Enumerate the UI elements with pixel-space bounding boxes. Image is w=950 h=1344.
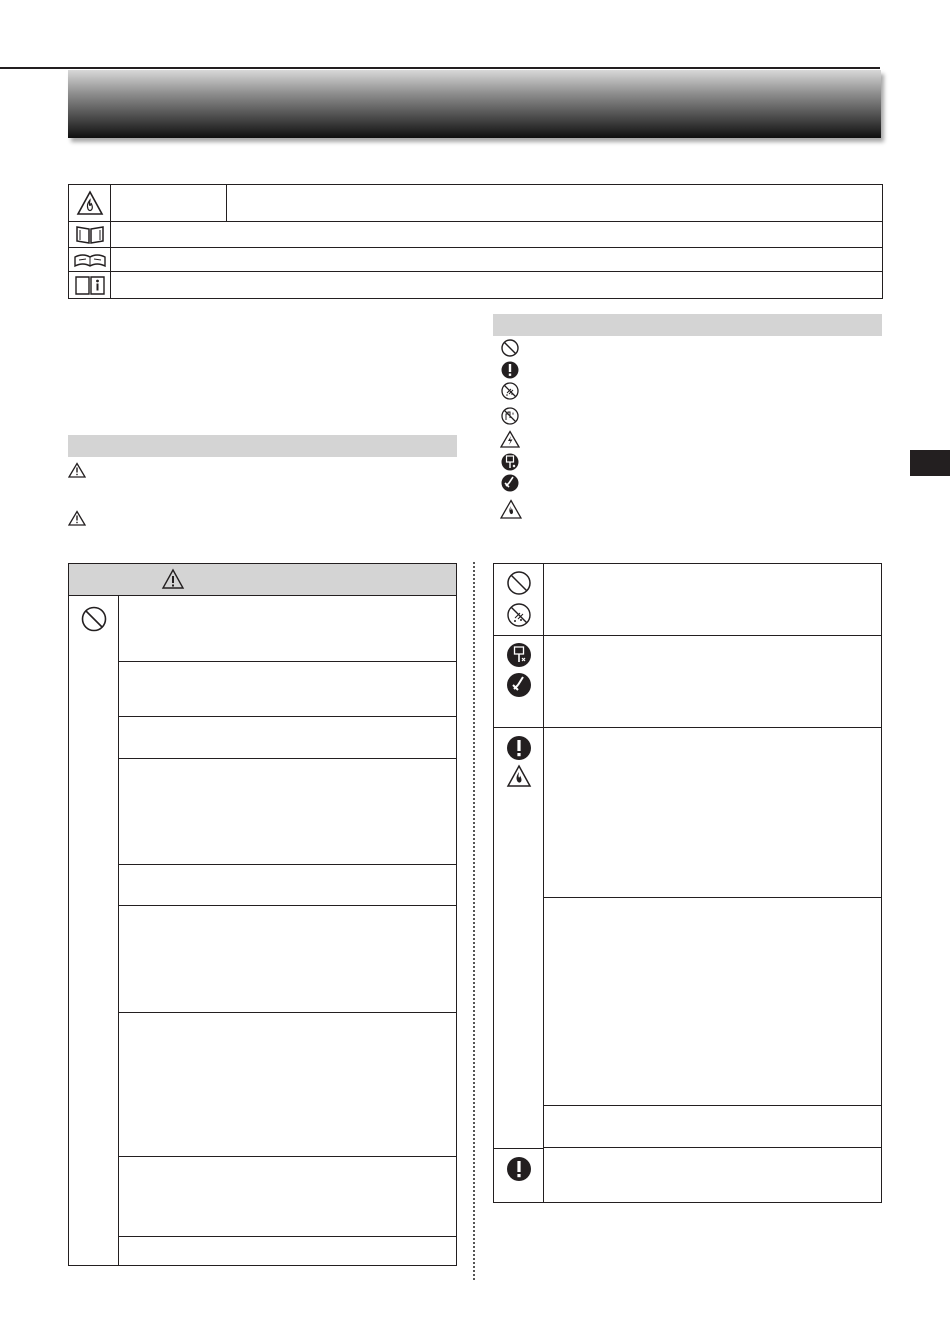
warning-table-header (69, 564, 456, 596)
warning-row (119, 759, 456, 865)
mandatory-icon (500, 360, 528, 380)
warning-level-item (68, 510, 94, 526)
book-icon (69, 222, 111, 247)
legend-item (500, 430, 528, 448)
right-section-text (544, 898, 881, 1106)
warning-levels-header (68, 435, 457, 457)
right-caution-table (493, 563, 882, 1203)
section-rule (494, 1148, 544, 1149)
flammable-icon (506, 764, 532, 788)
symbols-row-flammable (69, 185, 882, 222)
legend-item (500, 338, 528, 358)
legend-item (500, 381, 528, 401)
flammable-icon (500, 499, 530, 519)
warning-row (119, 865, 456, 906)
symbols-term (111, 185, 227, 221)
warning-row (119, 1237, 456, 1265)
warning-levels-list (68, 462, 457, 532)
warning-level-item (68, 462, 94, 478)
no-water-icon (506, 602, 532, 628)
prohibited-icon (80, 605, 108, 633)
ground-icon (506, 672, 532, 698)
flammable-warning-icon (69, 185, 111, 221)
page-banner (68, 70, 881, 138)
warning-row (119, 1157, 456, 1237)
section-rule (494, 635, 881, 636)
warning-triangle-icon (68, 462, 94, 478)
warning-row (119, 717, 456, 759)
prohibited-icon (500, 338, 528, 358)
symbols-row-info (69, 272, 882, 298)
section-tab (910, 450, 950, 476)
top-rule (0, 67, 880, 69)
legend-item (500, 473, 528, 493)
symbol-legend (500, 338, 882, 523)
intro-text (68, 314, 456, 424)
symbols-row-open-manual (69, 248, 882, 272)
warning-table (68, 563, 457, 1266)
warning-row (119, 596, 456, 662)
legend-item (500, 360, 528, 380)
no-water-icon (500, 381, 528, 401)
warning-row (119, 906, 456, 1013)
warning-row (119, 662, 456, 717)
right-section-text (544, 1106, 881, 1148)
no-wet-hands-icon (500, 406, 528, 426)
prohibited-icon (506, 570, 532, 596)
symbols-row-book (69, 222, 882, 248)
ground-icon (500, 473, 528, 493)
mandatory-icon (506, 1156, 532, 1182)
legend-item (500, 452, 528, 472)
mandatory-icon (506, 735, 532, 761)
right-section-text (544, 728, 881, 898)
warning-triangle-icon (161, 568, 185, 590)
unplug-icon (500, 452, 528, 472)
symbols-table (68, 184, 883, 299)
symbol-legend-header (493, 314, 882, 336)
legend-item (500, 406, 528, 426)
info-manual-icon (69, 272, 111, 298)
legend-item (500, 499, 530, 519)
warning-triangle-icon (68, 510, 94, 526)
column-separator (473, 562, 475, 1280)
unplug-icon (506, 642, 532, 668)
electric-shock-icon (500, 430, 528, 448)
warning-row (119, 1013, 456, 1157)
open-manual-icon (69, 248, 111, 271)
